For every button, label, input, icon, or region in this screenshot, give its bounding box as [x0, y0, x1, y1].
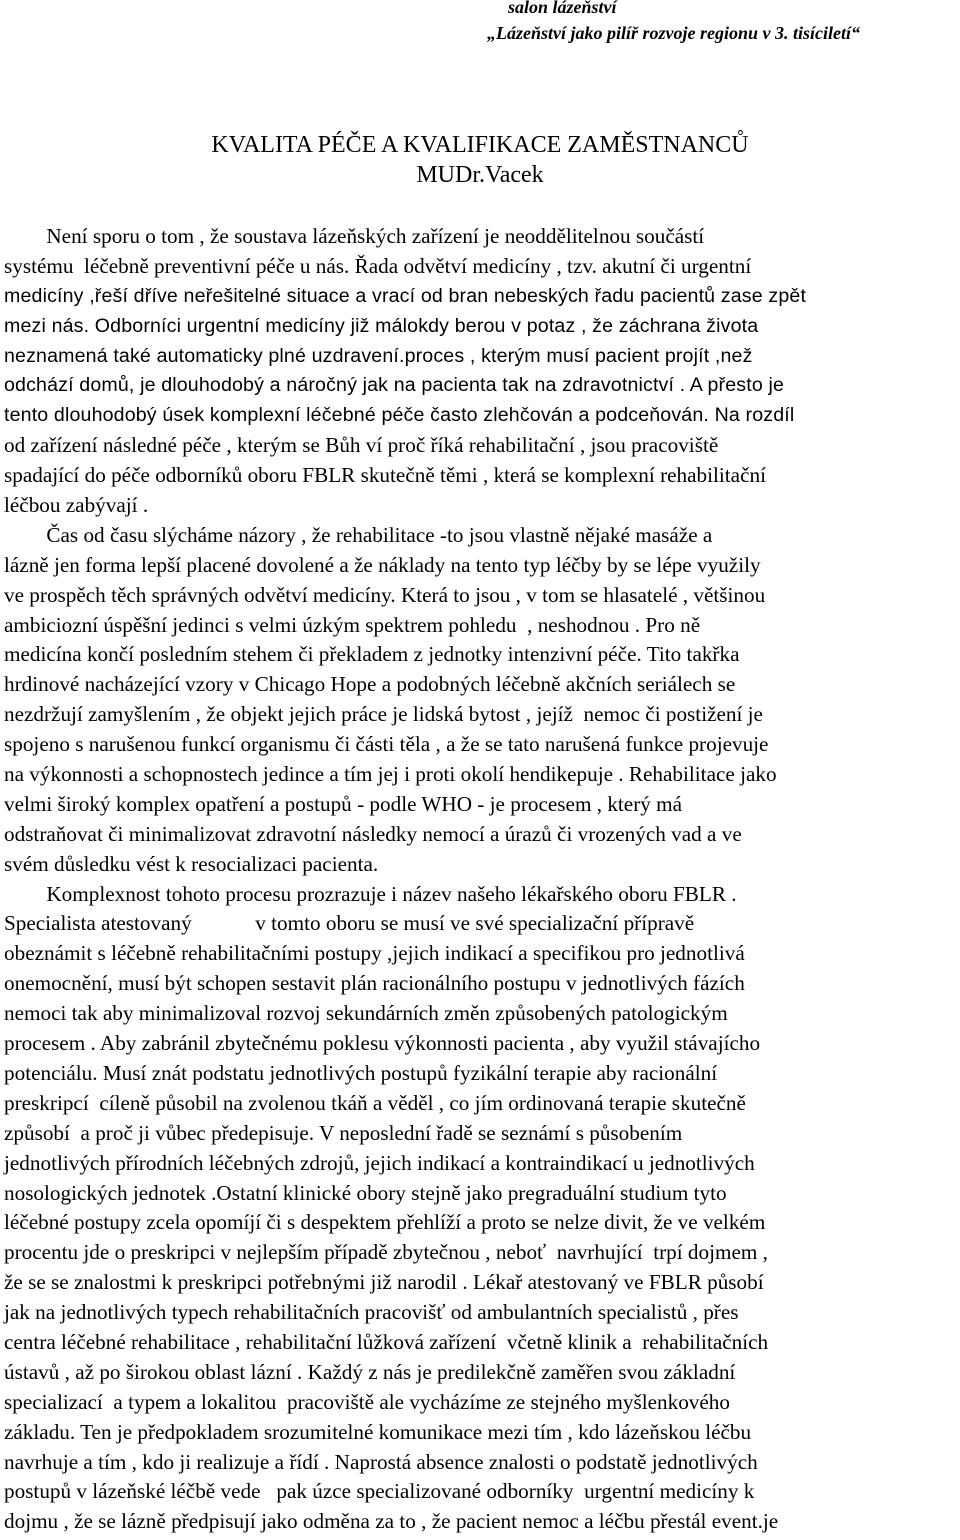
text-line: spadající do péče odborníků oboru FBLR skutečně těmi , která se komplexní rehabilitační: [4, 463, 766, 488]
text-line: odchází domů, je dlouhodobý a náročný jak na pacienta tak na zdravotnictví . A přesto je: [4, 374, 785, 397]
text-line: Specialista atestovaný v tomto oboru se musí ve své specializační přípravě: [4, 911, 695, 936]
text-line: procentu jde o preskripci v nejlepším případě zbytečnou , neboť navrhující trpí dojmem ,: [4, 1240, 768, 1265]
text-line: nosologických jednotek .Ostatní klinické obory stejně jako pregraduální studium tyto: [4, 1180, 727, 1205]
document-header: [0, 0, 960, 44]
text-line: medicíny ,řeší dříve neřešitelné situace a vrací od bran nebeských řadu pacientů zase zpět: [4, 284, 807, 307]
text-line: specializací a typem a lokalitou pracoviště ale vycházíme ze stejného myšlenkového: [4, 1389, 730, 1414]
text-line: spojeno s narušenou funkcí organismu či části těla , a že se tato narušená funkce projevuje: [4, 732, 769, 757]
text-line: dojmu , že se lázně předpisují jako odměna za to , že pacient nemoc a léčbu přestál event.je: [4, 1509, 779, 1534]
document-title: KVALITA PÉČE A KVALIFIKACE ZAMĚSTNANCŮ: [211, 132, 749, 158]
text-line: nemoci tak aby minimalizoval rozvoj sekundárních změn způsobených patologickým: [4, 1001, 728, 1026]
text-line: lázně jen forma lepší placené dovolené a že náklady na tento typ léčby by se lépe využily: [4, 552, 761, 577]
text-line: jednotlivých přírodních léčebných zdrojů, jejich indikací a kontraindikací u jednotlivých: [4, 1150, 755, 1175]
text-line: procesem . Aby zabránil zbytečnému poklesu výkonnosti pacienta , aby využil stávajícho: [4, 1031, 761, 1056]
text-line: základu. Ten je předpokladem srozumitelné komunikace mezi tím , kdo lázeňskou léčbu: [4, 1419, 752, 1444]
text-line: neznamená také automaticky plné uzdravení.proces , kterým musí pacient projít ,než: [4, 344, 753, 367]
text-line: onemocnění, musí být schopen sestavit plán racionálního postupu v jednotlivých fázích: [4, 971, 745, 996]
text-line: medicína končí posledním stehem či překladem z jednotky intenzivní péče. Tito takřka: [4, 642, 740, 667]
text-line: tento dlouhodobý úsek komplexní léčebné péče často zlehčován a podceňován. Na rozdíl: [4, 404, 795, 427]
text-line: systému léčebně preventivní péče u nás. Řada odvětví medicíny , tzv. akutní či urgentní: [4, 253, 752, 278]
text-line: postupů v lázeňské léčbě vede pak úzce specializované odborníky urgentní medicíny k: [4, 1479, 755, 1504]
text-line: léčbou zabývají .: [4, 493, 149, 518]
text-line: Komplexnost tohoto procesu prozrazuje i název našeho lékařského oboru FBLR .: [4, 881, 737, 906]
text-line: svém důsledku vést k resocializaci pacienta.: [4, 851, 379, 876]
text-line: od zařízení následné péče , kterým se Bůh ví proč říká rehabilitační , jsou pracoviště: [4, 433, 719, 458]
text-line: odstraňovat či minimalizovat zdravotní následky nemocí a úrazů či vrozených vad a ve: [4, 821, 742, 846]
text-line: Čas od času slýcháme názory , že rehabilitace -to jsou vlastně nějaké masáže a: [4, 522, 713, 547]
document-author: MUDr.Vacek: [416, 162, 544, 188]
text-line: léčebné postupy zcela opomíjí či s despektem přehlíží a proto se nelze divit, že ve velkém: [4, 1210, 766, 1235]
text-line: nezdržují zamyšlením , že objekt jejich práce je lidská bytost , jejíž nemoc či postižení je: [4, 702, 763, 727]
text-line: obeznámit s léčebně rehabilitačními postupy ,jejich indikací a specifikou pro jednotlivá: [4, 941, 745, 966]
text-line: preskripcí cíleně působil na zvolenou tkáň a věděl , co jím ordinovaná terapie skutečně: [4, 1090, 746, 1115]
header-event-name: salon lázeňství: [508, 0, 617, 17]
text-line: ústavů , až po širokou oblast lázní . Každý z nás je predilekčně zaměřen svou základní: [4, 1359, 736, 1384]
article-body: [4, 222, 960, 1537]
text-line: ve prospěch těch správných odvětví medicíny. Která to jsou , v tom se hlasatelé , většinou: [4, 582, 766, 607]
text-line: na výkonnosti a schopnostech jedince a tím jej i proti okolí hendikepuje . Rehabilitace jako: [4, 762, 777, 787]
text-line: centra léčebné rehabilitace , rehabilitační lůžková zařízení včetně klinik a rehabilitačních: [4, 1329, 769, 1354]
text-line: mezi nás. Odborníci urgentní medicíny již málokdy berou v potaz , že záchrana života: [4, 314, 759, 337]
text-line: hrdinové nacházející vzory v Chicago Hope a podobných léčebně akčních seriálech se: [4, 672, 736, 697]
text-line: že se se znalostmi k preskripci potřebnými již narodil . Lékař atestovaný ve FBLR působí: [4, 1270, 764, 1295]
text-line: jak na jednotlivých typech rehabilitačních pracovišť od ambulantních specialistů , přes: [4, 1300, 739, 1325]
text-line: způsobí a proč ji vůbec předepisuje. V neposlední řadě se seznámí s působením: [4, 1120, 683, 1145]
text-line: Není sporu o tom , že soustava lázeňských zařízení je neoddělitelnou součástí: [4, 224, 705, 248]
header-event-subtitle: „Lázeňství jako pilíř rozvoje regionu v 3. tisíciletí“: [487, 23, 860, 43]
text-line: ambiciozní úspěšní jedinci s velmi úzkým spektrem pohledu , neshodnou . Pro ně: [4, 612, 701, 637]
text-line: navrhuje a tím , kdo ji realizuje a řídí . Naprostá absence znalosti o podstatě jednotlivých: [4, 1449, 758, 1474]
text-line: velmi široký komplex opatření a postupů - podle WHO - je procesem , který má: [4, 791, 683, 816]
text-line: potenciálu. Musí znát podstatu jednotlivých postupů fyzikální terapie aby racionální: [4, 1060, 718, 1085]
